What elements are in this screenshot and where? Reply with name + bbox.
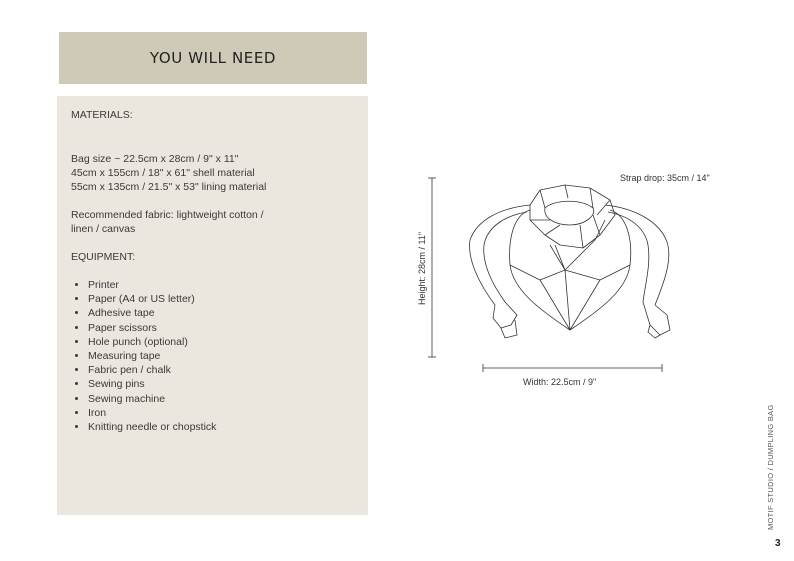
gathered-top <box>530 185 615 248</box>
right-strap <box>605 205 669 305</box>
page-title: YOU WILL NEED <box>149 49 277 67</box>
list-item: • Adhesive tape <box>88 306 354 320</box>
page-number: 3 <box>775 538 781 549</box>
fabric-line: linen / canvas <box>71 223 136 235</box>
list-item: • Measuring tape <box>88 349 354 363</box>
strap-drop-label: Strap drop: 35cm / 14" <box>620 173 710 183</box>
title-banner <box>59 32 367 84</box>
size-line: Bag size ~ 22.5cm x 28cm / 9" x 11" <box>71 153 239 165</box>
bag-body <box>510 210 631 330</box>
bag-diagram <box>405 160 735 400</box>
list-item: • Hole punch (optional) <box>88 335 354 349</box>
equipment-list <box>71 278 354 434</box>
size-block <box>71 152 354 194</box>
list-item: • Knitting needle or chopstick <box>88 420 354 434</box>
list-item: • Iron <box>88 406 354 420</box>
height-label: Height: 28cm / 11" <box>417 231 427 305</box>
list-item: • Printer <box>88 278 354 292</box>
list-item: • Fabric pen / chalk <box>88 363 354 377</box>
fabric-line: Recommended fabric: lightweight cotton / <box>71 209 264 221</box>
materials-heading: MATERIALS: <box>71 109 133 121</box>
materials-panel <box>57 96 368 515</box>
width-label: Width: 22.5cm / 9" <box>523 377 597 387</box>
size-line: 45cm x 155cm / 18" x 61" shell material <box>71 167 255 179</box>
list-item: • Sewing pins <box>88 377 354 391</box>
list-item: • Paper (A4 or US letter) <box>88 292 354 306</box>
list-item: • Sewing machine <box>88 392 354 406</box>
footer-brand-text: MOTIF STUDIO / DUMPLING BAG <box>766 404 775 530</box>
fabric-block <box>71 208 354 236</box>
equipment-heading: EQUIPMENT: <box>71 251 136 263</box>
size-line: 55cm x 135cm / 21.5" x 53" lining material <box>71 181 267 193</box>
list-item: • Paper scissors <box>88 321 354 335</box>
